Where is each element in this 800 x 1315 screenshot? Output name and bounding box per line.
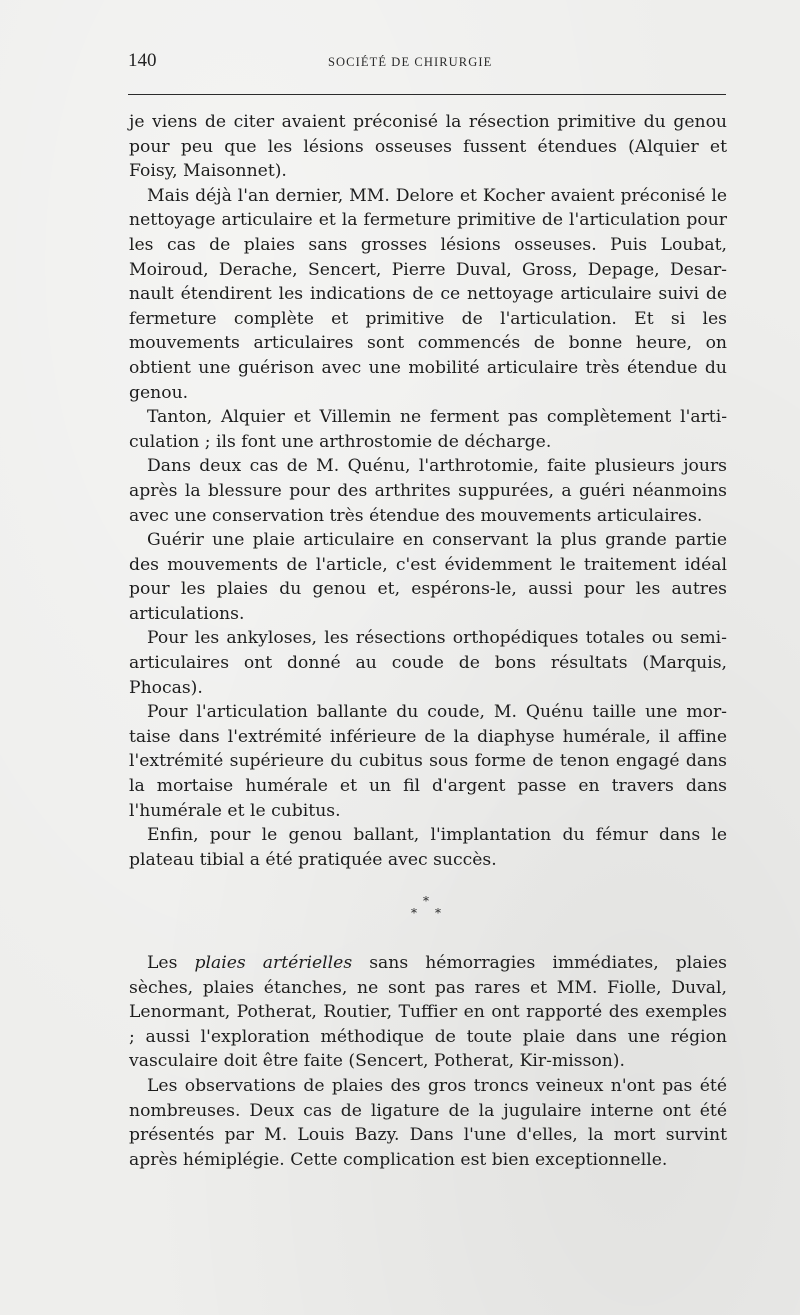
paragraph: Les observations de plaies des gros troncs veineux n'ont pas été nombreuses. Deux cas de ligature de la jugulaire interne ont été présentés par M. Louis Bazy. Dans l'une d'elles, la mort survint après hémiplégie. Cette complication est bien exceptionnelle. [129,1075,727,1170]
running-title: SOCIÉTÉ DE CHIRURGIE [328,55,493,69]
paragraph: Tanton, Alquier et Villemin ne ferment pas complètement l'arti-culation ; ils font une arthrostomie de décharge. [129,407,727,452]
paragraph: Pour les ankyloses, les résections orthopédiques totales ou semi-articulaires ont donné au coude de bons résultats (Marquis, Phocas). [129,628,727,698]
body-text [129,110,727,872]
paragraph: Enfin, pour le genou ballant, l'implantation du fémur dans le plateau tibial a été pratiquée avec succès. [129,825,727,870]
separator-star: * [411,906,417,920]
paragraph-text: Les [147,953,195,973]
section-separator [405,893,455,921]
paragraph: Pour l'articulation ballante du coude, M. Quénu taille une mor-taise dans l'extrémité inférieure de la diaphyse humérale, il affine l'extrémité supérieure du cubitus sous forme de tenon engagé dans la mortaise humérale et un fil d'argent passe en travers dans l'humérale et le cubitus. [129,702,727,821]
paragraph: Guérir une plaie articulaire en conservant la plus grande partie des mouvements de l'article, c'est évidemment le traitement idéal pour les plaies du genou et, espérons-le, aussi pour les autres articulations. [129,530,727,624]
italic-term: plaies artérielles [194,953,353,973]
page-header [128,50,726,74]
paragraph: Dans deux cas de M. Quénu, l'arthrotomie, faite plusieurs jours après la blessure pour des arthrites suppurées, a guéri néanmoins avec une conservation très étendue des mouvements articulaires. [129,456,727,526]
paragraph-text: sans hémorragies immédiates, plaies sèches, plaies étanches, ne sont pas rares et MM. Fiolle, Duval, Lenormant, Potherat, Routier, Tuffier en ont rapporté des exemples ; aussi l'exploration méthodique de toute plaie dans une région vasculaire doit être faite (Sencert, Potherat, Kir-misson). [129,953,727,1072]
paragraph: je viens de citer avaient préconisé la résection primitive du genou pour peu que les lésions osseuses fussent étendues (Alquier et Foisy, Maisonnet). [129,112,727,182]
paragraph: Mais déjà l'an dernier, MM. Delore et Kocher avaient préconisé le nettoyage articulaire et la fermeture primitive de l'articulation pour les cas de plaies sans grosses lésions osseuses. Puis Loubat, Moiroud, Derache, Sencert, Pierre Duval, Gross, Depage, Desar-nault étendirent les indications de ce nettoyage articulaire suivi de fermeture complète et primitive de l'articulation. Et si les mouvements articulaires sont commencés de bonne heure, on obtient une guérison avec une mobilité articulaire très étendue du genou. [129,185,727,403]
body-text-section-2 [129,951,727,1172]
separator-star: * [423,894,429,908]
header-rule [128,94,726,95]
page-number: 140 [128,50,157,71]
separator-star: * [435,906,441,920]
paragraph [129,951,727,1074]
